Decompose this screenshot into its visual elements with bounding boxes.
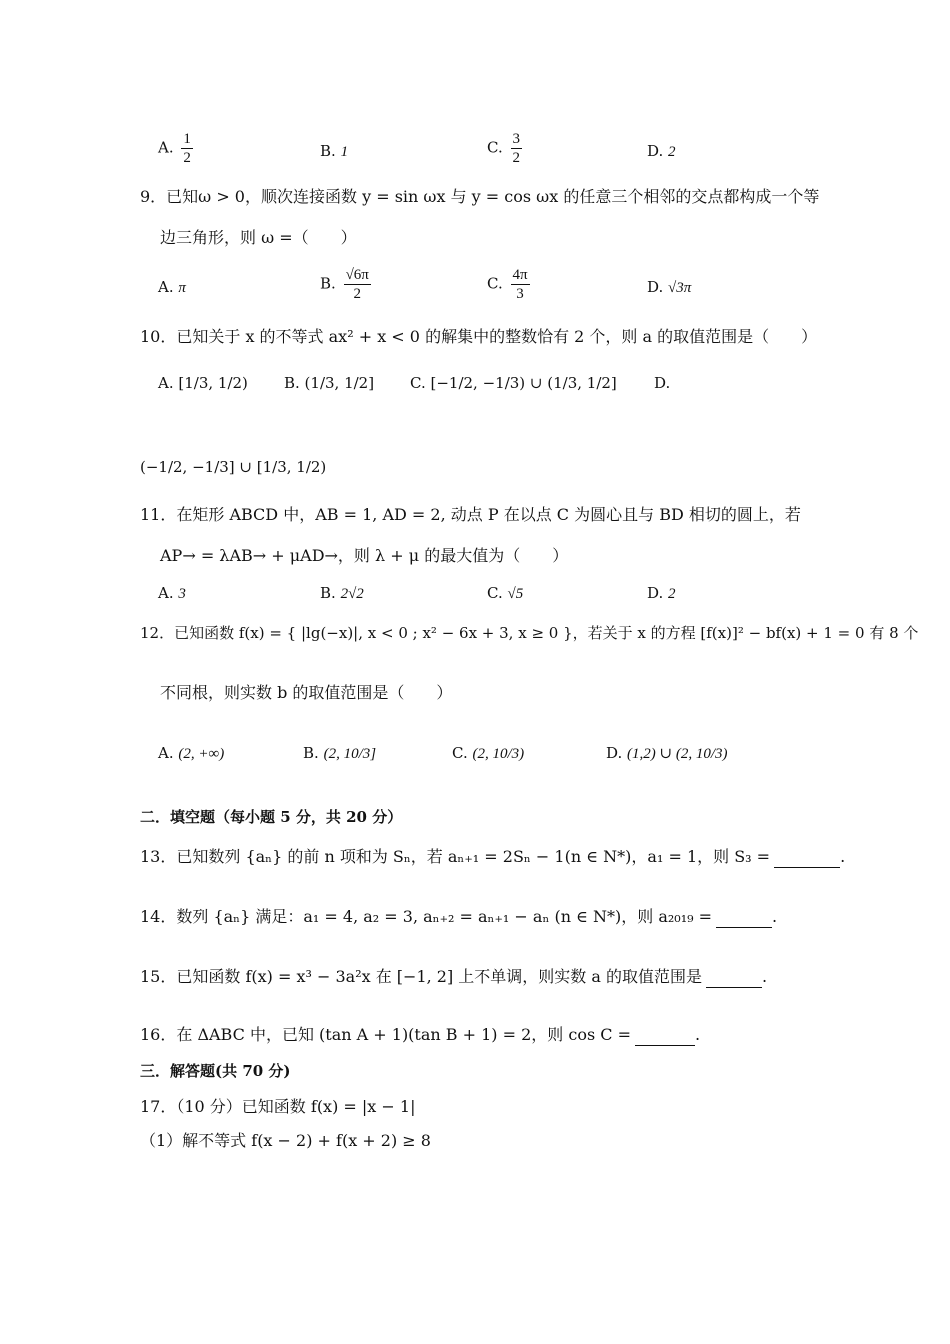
q11-option-b: B. 2√2 xyxy=(320,584,364,602)
q10-option-a: A. [1/3, 1/2) xyxy=(158,374,248,392)
q8-option-c: C. $\frac{3}{2}$ xyxy=(487,131,520,166)
q14-stem: 14．数列 {aₙ} 满足：a₁ = 4, a₂ = 3, aₙ₊₂ = aₙ₊₁ − aₙ (n ∈ N*)，则 a₂₀₁₉ = . xyxy=(140,907,778,926)
q13-answer-blank[interactable] xyxy=(774,867,840,868)
q12-option-b: B. (2, 10/3] xyxy=(303,744,377,762)
q12-option-d: D. (1,2) ∪ (2, 10/3) xyxy=(606,744,728,762)
q11-stem-line1: 11．在矩形 ABCD 中，AB = 1, AD = 2, 动点 P 在以点 C 为圆心且与 BD 相切的圆上，若 xyxy=(140,505,801,524)
q12-stem-line1: 12．已知函数 f(x) = { |lg(−x)|, x < 0 ; x² − 6x + 3, x ≥ 0 }，若关于 x 的方程 [f(x)]² − bf(x) + 1 = 0 有 8 个 xyxy=(140,624,919,642)
q8-option-a: A. $\frac{1}{2}$ xyxy=(158,131,191,166)
q9-option-d: D. √3π xyxy=(647,278,692,296)
q9-stem-line2: 边三角形，则 ω =（ ） xyxy=(160,228,357,247)
q10-option-d-value: (−1/2, −1/3] ∪ [1/3, 1/2) xyxy=(140,458,327,476)
q9-option-b: B. $\frac{√6\pi}{2}$ xyxy=(320,267,369,302)
q10-stem: 10．已知关于 x 的不等式 ax² + x < 0 的解集中的整数恰有 2 个，则 a 的取值范围是（ ） xyxy=(140,327,818,346)
q9-stem-line1: 9．已知ω > 0，顺次连接函数 y = sin ωx 与 y = cos ωx 的任意三个相邻的交点都构成一个等 xyxy=(140,187,820,206)
q16-stem: 16．在 ΔABC 中，已知 (tan A + 1)(tan B + 1) = 2，则 cos C = . xyxy=(140,1025,701,1044)
q12-stem-line2: 不同根，则实数 b 的取值范围是（ ） xyxy=(160,683,453,702)
q12-option-a: A. (2, +∞) xyxy=(158,744,225,762)
q8-option-d: D. 2 xyxy=(647,142,676,160)
section-fill-in-heading: 二．填空题（每小题 5 分，共 20 分） xyxy=(140,808,403,826)
q11-stem-line2: AP→ = λAB→ + μAD→，则 λ + μ 的最大值为（ ） xyxy=(160,546,569,565)
q15-answer-blank[interactable] xyxy=(706,987,762,988)
q10-option-b: B. (1/3, 1/2] xyxy=(284,374,375,392)
q12-option-c: C. (2, 10/3) xyxy=(452,744,525,762)
q15-stem: 15．已知函数 f(x) = x³ − 3a²x 在 [−1, 2] 上不单调，则实数 a 的取值范围是 . xyxy=(140,967,768,986)
q10-option-c: C. [−1/2, −1/3) ∪ (1/3, 1/2] xyxy=(410,374,617,392)
q11-option-c: C. √5 xyxy=(487,584,524,602)
q10-option-d: D. xyxy=(654,374,671,392)
q11-option-a: A. 3 xyxy=(158,584,186,602)
q8-option-b: B. 1 xyxy=(320,142,349,160)
q11-option-d: D. 2 xyxy=(647,584,676,602)
q17-stem: 17．（10 分）已知函数 f(x) = |x − 1| xyxy=(140,1097,416,1116)
q17-part1: （1）解不等式 f(x − 2) + f(x + 2) ≥ 8 xyxy=(140,1131,431,1150)
q16-answer-blank[interactable] xyxy=(635,1045,695,1046)
q9-option-a: A. π xyxy=(158,278,186,296)
section-answer-heading: 三．解答题(共 70 分) xyxy=(140,1062,291,1080)
q14-answer-blank[interactable] xyxy=(716,927,772,928)
q9-option-c: C. $\frac{4\pi}{3}$ xyxy=(487,267,528,302)
q13-stem: 13．已知数列 {aₙ} 的前 n 项和为 Sₙ，若 aₙ₊₁ = 2Sₙ − 1(n ∈ N*)，a₁ = 1，则 S₃ = . xyxy=(140,847,846,866)
